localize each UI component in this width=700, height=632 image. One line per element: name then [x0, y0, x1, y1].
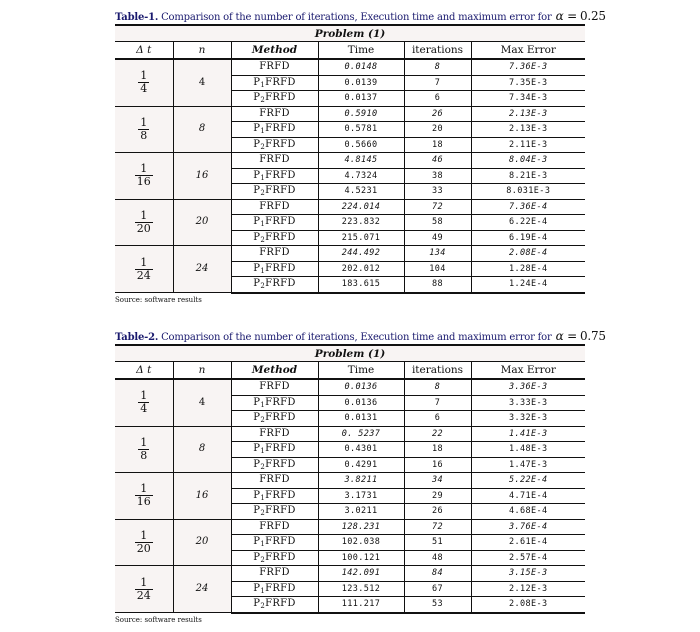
method-cell: $P_2FRFD$	[231, 277, 318, 293]
method-name: FRFD	[265, 551, 296, 563]
iterations-cell: 38	[404, 168, 471, 184]
time-cell: 3.1731	[318, 488, 404, 504]
iterations-cell: 49	[404, 230, 471, 246]
method-name: FRFD	[265, 216, 296, 228]
method-name: FRFD	[265, 598, 296, 610]
header-dt: Δ t	[115, 362, 173, 380]
problem-title: Problem (1)	[115, 345, 585, 362]
header-time: Time	[318, 362, 404, 380]
dt-denominator: 24	[136, 268, 151, 282]
max-error-cell: 8.031E-3	[471, 184, 585, 200]
method-cell: $P_1FRFD$	[231, 488, 318, 504]
max-error-cell: 5.22E-4	[471, 473, 585, 489]
method-subscript: 2	[260, 462, 266, 471]
alpha-symbol: α =	[555, 329, 577, 343]
max-error-cell: 2.13E-3	[471, 122, 585, 138]
header-n: n	[173, 362, 231, 380]
max-error-cell: 7.36E-3	[471, 59, 585, 75]
method-cell: $P_1FRFD$	[231, 261, 318, 277]
method-subscript: 2	[260, 235, 266, 244]
max-error-cell: 2.08E-4	[471, 246, 585, 262]
method-cell: $P_1FRFD$	[231, 168, 318, 184]
max-error-cell: 8.21E-3	[471, 168, 585, 184]
iterations-cell: 16	[404, 457, 471, 473]
header-iterations: iterations	[404, 42, 471, 60]
table-row	[115, 106, 585, 122]
dt-numerator: 1	[140, 69, 148, 83]
n-cell: 16	[173, 153, 231, 200]
method-name: FRFD	[259, 567, 290, 579]
dt-cell	[115, 153, 173, 200]
table-row	[115, 199, 585, 215]
max-error-cell: 2.08E-3	[471, 597, 585, 613]
time-cell: 223.832	[318, 215, 404, 231]
method-subscript: 2	[260, 602, 266, 611]
dt-cell	[115, 246, 173, 293]
method-name: FRFD	[259, 107, 290, 119]
dt-cell	[115, 426, 173, 473]
dt-cell	[115, 59, 173, 106]
method-subscript: 2	[260, 282, 266, 291]
dt-denominator: 16	[136, 495, 151, 509]
iterations-cell: 51	[404, 535, 471, 551]
method-subscript: 1	[260, 447, 266, 456]
method-name: FRFD	[265, 396, 296, 408]
method-name: FRFD	[265, 262, 296, 274]
dt-denominator: 4	[140, 82, 148, 96]
header-iterations: iterations	[404, 362, 471, 380]
header-method: Method	[231, 362, 318, 380]
dt-numerator: 1	[140, 208, 148, 222]
max-error-cell: 4.71E-4	[471, 488, 585, 504]
dt-fraction	[138, 437, 149, 462]
method-cell: $P_2FRFD$	[231, 230, 318, 246]
method-name: FRFD	[265, 123, 296, 135]
max-error-cell: 3.15E-3	[471, 566, 585, 582]
dt-numerator: 1	[140, 435, 148, 449]
method-subscript: 1	[260, 127, 266, 136]
method-name: FRFD	[265, 185, 296, 197]
method-cell	[231, 426, 318, 442]
method-cell: $P_1FRFD$	[231, 75, 318, 91]
iterations-cell: 8	[404, 379, 471, 395]
max-error-cell: 2.13E-3	[471, 106, 585, 122]
time-cell: 123.512	[318, 581, 404, 597]
method-cell	[231, 106, 318, 122]
method-cell	[231, 566, 318, 582]
iterations-cell: 18	[404, 137, 471, 153]
method-cell: $P_1FRFD$	[231, 581, 318, 597]
max-error-cell: 3.76E-4	[471, 519, 585, 535]
source-note: Source: software results	[115, 295, 202, 304]
time-cell: 128.231	[318, 519, 404, 535]
method-cell: $P_2FRFD$	[231, 597, 318, 613]
method-name: FRFD	[265, 92, 296, 104]
iterations-cell: 46	[404, 153, 471, 169]
header-dt: Δ t	[115, 42, 173, 60]
method-cell: $P_2FRFD$	[231, 411, 318, 427]
results-table	[115, 24, 585, 294]
table-label: Table-1.	[115, 12, 159, 23]
max-error-cell: 2.57E-4	[471, 550, 585, 566]
header-n: n	[173, 42, 231, 60]
iterations-cell: 20	[404, 122, 471, 138]
table-row	[115, 153, 585, 169]
time-cell: 111.217	[318, 597, 404, 613]
dt-fraction	[135, 530, 153, 555]
header-max-error: Max Error	[471, 362, 585, 380]
table-row	[115, 426, 585, 442]
n-cell: 4	[173, 379, 231, 426]
method-cell: $P_1FRFD$	[231, 122, 318, 138]
caption-text: Comparison of the number of iterations, Execution time and maximum error for	[161, 332, 552, 343]
iterations-cell: 18	[404, 442, 471, 458]
dt-cell	[115, 473, 173, 520]
max-error-cell: 4.68E-4	[471, 504, 585, 520]
time-cell: 0.0137	[318, 91, 404, 107]
max-error-cell: 1.41E-3	[471, 426, 585, 442]
iterations-cell: 72	[404, 519, 471, 535]
table-1-block	[115, 9, 606, 305]
method-name: FRFD	[265, 582, 296, 594]
method-subscript: 2	[260, 142, 266, 151]
iterations-cell: 26	[404, 504, 471, 520]
iterations-cell: 67	[404, 581, 471, 597]
max-error-cell: 3.33E-3	[471, 395, 585, 411]
max-error-cell: 3.36E-3	[471, 379, 585, 395]
method-name: FRFD	[265, 458, 296, 470]
method-subscript: 1	[260, 80, 266, 89]
method-name: FRFD	[265, 278, 296, 290]
dt-cell	[115, 379, 173, 426]
source-note: Source: software results	[115, 615, 202, 624]
dt-numerator: 1	[140, 255, 148, 269]
time-cell: 0.0148	[318, 59, 404, 75]
method-cell	[231, 199, 318, 215]
dt-numerator: 1	[140, 528, 148, 542]
dt-cell	[115, 106, 173, 153]
method-subscript: 2	[260, 509, 266, 518]
iterations-cell: 33	[404, 184, 471, 200]
method-name: FRFD	[259, 247, 290, 259]
max-error-cell: 1.47E-3	[471, 457, 585, 473]
max-error-cell: 2.12E-3	[471, 581, 585, 597]
dt-fraction	[138, 70, 149, 95]
method-name: FRFD	[265, 505, 296, 517]
dt-denominator: 16	[136, 175, 151, 189]
method-name: FRFD	[265, 138, 296, 150]
method-cell: $P_2FRFD$	[231, 457, 318, 473]
dt-numerator: 1	[140, 162, 148, 176]
method-name: FRFD	[265, 489, 296, 501]
max-error-cell: 2.61E-4	[471, 535, 585, 551]
dt-fraction	[138, 390, 149, 415]
n-cell: 4	[173, 59, 231, 106]
method-subscript: 1	[260, 400, 266, 409]
dt-denominator: 20	[136, 541, 151, 555]
time-cell: 3.0211	[318, 504, 404, 520]
time-cell: 0.5781	[318, 122, 404, 138]
method-name: FRFD	[259, 200, 290, 212]
max-error-cell: 3.32E-3	[471, 411, 585, 427]
table-caption	[115, 329, 606, 344]
iterations-cell: 48	[404, 550, 471, 566]
problem-title: Problem (1)	[115, 25, 585, 42]
time-cell: 142.091	[318, 566, 404, 582]
dt-numerator: 1	[140, 482, 148, 496]
iterations-cell: 72	[404, 199, 471, 215]
iterations-cell: 58	[404, 215, 471, 231]
time-cell: 224.014	[318, 199, 404, 215]
method-name: FRFD	[259, 154, 290, 166]
method-cell: $P_1FRFD$	[231, 395, 318, 411]
method-cell	[231, 59, 318, 75]
time-cell: 244.492	[318, 246, 404, 262]
dt-numerator: 1	[140, 575, 148, 589]
max-error-cell: 6.22E-4	[471, 215, 585, 231]
method-name: FRFD	[265, 169, 296, 181]
time-cell: 0.0136	[318, 379, 404, 395]
table-row	[115, 246, 585, 262]
max-error-cell: 2.11E-3	[471, 137, 585, 153]
method-subscript: 2	[260, 416, 266, 425]
time-cell: 215.071	[318, 230, 404, 246]
iterations-cell: 134	[404, 246, 471, 262]
table-row	[115, 59, 585, 75]
method-subscript: 1	[260, 266, 266, 275]
dt-denominator: 24	[136, 588, 151, 602]
table-label: Table-2.	[115, 332, 159, 343]
time-cell: 0.4291	[318, 457, 404, 473]
method-name: FRFD	[265, 231, 296, 243]
caption-text: Comparison of the number of iterations, Execution time and maximum error for	[161, 12, 552, 23]
dt-denominator: 8	[140, 448, 148, 462]
header-method: Method	[231, 42, 318, 60]
method-name: FRFD	[259, 427, 290, 439]
alpha-value: 0.25	[579, 9, 606, 23]
iterations-cell: 34	[404, 473, 471, 489]
max-error-cell: 6.19E-4	[471, 230, 585, 246]
method-name: FRFD	[265, 76, 296, 88]
n-cell: 8	[173, 426, 231, 473]
method-subscript: 1	[260, 173, 266, 182]
dt-cell	[115, 519, 173, 566]
method-name: FRFD	[259, 474, 290, 486]
method-cell: $P_2FRFD$	[231, 504, 318, 520]
table-row	[115, 519, 585, 535]
method-subscript: 1	[260, 586, 266, 595]
method-cell	[231, 153, 318, 169]
method-cell: $P_2FRFD$	[231, 137, 318, 153]
time-cell: 4.8145	[318, 153, 404, 169]
dt-fraction	[138, 117, 149, 142]
n-cell: 24	[173, 246, 231, 293]
time-cell: 102.038	[318, 535, 404, 551]
time-cell: 0.0131	[318, 411, 404, 427]
method-cell	[231, 519, 318, 535]
table-row	[115, 379, 585, 395]
method-name: FRFD	[265, 412, 296, 424]
time-cell: 100.121	[318, 550, 404, 566]
max-error-cell: 1.28E-4	[471, 261, 585, 277]
method-name: FRFD	[259, 61, 290, 73]
method-cell: $P_2FRFD$	[231, 91, 318, 107]
dt-fraction	[135, 483, 153, 508]
dt-fraction	[135, 257, 153, 282]
method-cell: $P_1FRFD$	[231, 215, 318, 231]
method-subscript: 2	[260, 555, 266, 564]
max-error-cell: 1.48E-3	[471, 442, 585, 458]
table-row	[115, 473, 585, 489]
iterations-cell: 8	[404, 59, 471, 75]
max-error-cell: 7.36E-4	[471, 199, 585, 215]
max-error-cell: 7.34E-3	[471, 91, 585, 107]
max-error-cell: 7.35E-3	[471, 75, 585, 91]
method-subscript: 1	[260, 540, 266, 549]
method-subscript: 2	[260, 96, 266, 105]
iterations-cell: 29	[404, 488, 471, 504]
time-cell: 3.8211	[318, 473, 404, 489]
iterations-cell: 84	[404, 566, 471, 582]
dt-numerator: 1	[140, 389, 148, 403]
time-cell: 4.5231	[318, 184, 404, 200]
iterations-cell: 88	[404, 277, 471, 293]
method-subscript: 1	[260, 220, 266, 229]
table-2-block	[115, 329, 606, 625]
iterations-cell: 7	[404, 75, 471, 91]
table-caption	[115, 9, 606, 24]
iterations-cell: 22	[404, 426, 471, 442]
method-name: FRFD	[265, 443, 296, 455]
n-cell: 16	[173, 473, 231, 520]
method-subscript: 2	[260, 189, 266, 198]
time-cell: 0. 5237	[318, 426, 404, 442]
header-time: Time	[318, 42, 404, 60]
n-cell: 20	[173, 519, 231, 566]
dt-fraction	[135, 210, 153, 235]
alpha-symbol: α =	[555, 9, 577, 23]
iterations-cell: 104	[404, 261, 471, 277]
time-cell: 202.012	[318, 261, 404, 277]
dt-denominator: 4	[140, 402, 148, 416]
time-cell: 4.7324	[318, 168, 404, 184]
iterations-cell: 26	[404, 106, 471, 122]
iterations-cell: 6	[404, 91, 471, 107]
method-name: FRFD	[259, 381, 290, 393]
alpha-value: 0.75	[579, 329, 606, 343]
time-cell: 0.0139	[318, 75, 404, 91]
method-cell	[231, 473, 318, 489]
time-cell: 183.615	[318, 277, 404, 293]
dt-fraction	[135, 163, 153, 188]
max-error-cell: 8.04E-3	[471, 153, 585, 169]
max-error-cell: 1.24E-4	[471, 277, 585, 293]
method-cell: $P_1FRFD$	[231, 442, 318, 458]
iterations-cell: 6	[404, 411, 471, 427]
dt-cell	[115, 566, 173, 613]
dt-numerator: 1	[140, 115, 148, 129]
method-cell: $P_2FRFD$	[231, 550, 318, 566]
n-cell: 20	[173, 199, 231, 246]
method-cell: $P_2FRFD$	[231, 184, 318, 200]
iterations-cell: 7	[404, 395, 471, 411]
method-name: FRFD	[259, 520, 290, 532]
iterations-cell: 53	[404, 597, 471, 613]
dt-denominator: 20	[136, 221, 151, 235]
n-cell: 24	[173, 566, 231, 613]
time-cell: 0.4301	[318, 442, 404, 458]
table-row	[115, 566, 585, 582]
method-name: FRFD	[265, 536, 296, 548]
method-cell	[231, 379, 318, 395]
time-cell: 0.5910	[318, 106, 404, 122]
dt-fraction	[135, 577, 153, 602]
time-cell: 0.0136	[318, 395, 404, 411]
method-subscript: 1	[260, 493, 266, 502]
dt-denominator: 8	[140, 128, 148, 142]
results-table	[115, 344, 585, 614]
method-cell	[231, 246, 318, 262]
method-cell: $P_1FRFD$	[231, 535, 318, 551]
time-cell: 0.5660	[318, 137, 404, 153]
n-cell: 8	[173, 106, 231, 153]
header-max-error: Max Error	[471, 42, 585, 60]
dt-cell	[115, 199, 173, 246]
